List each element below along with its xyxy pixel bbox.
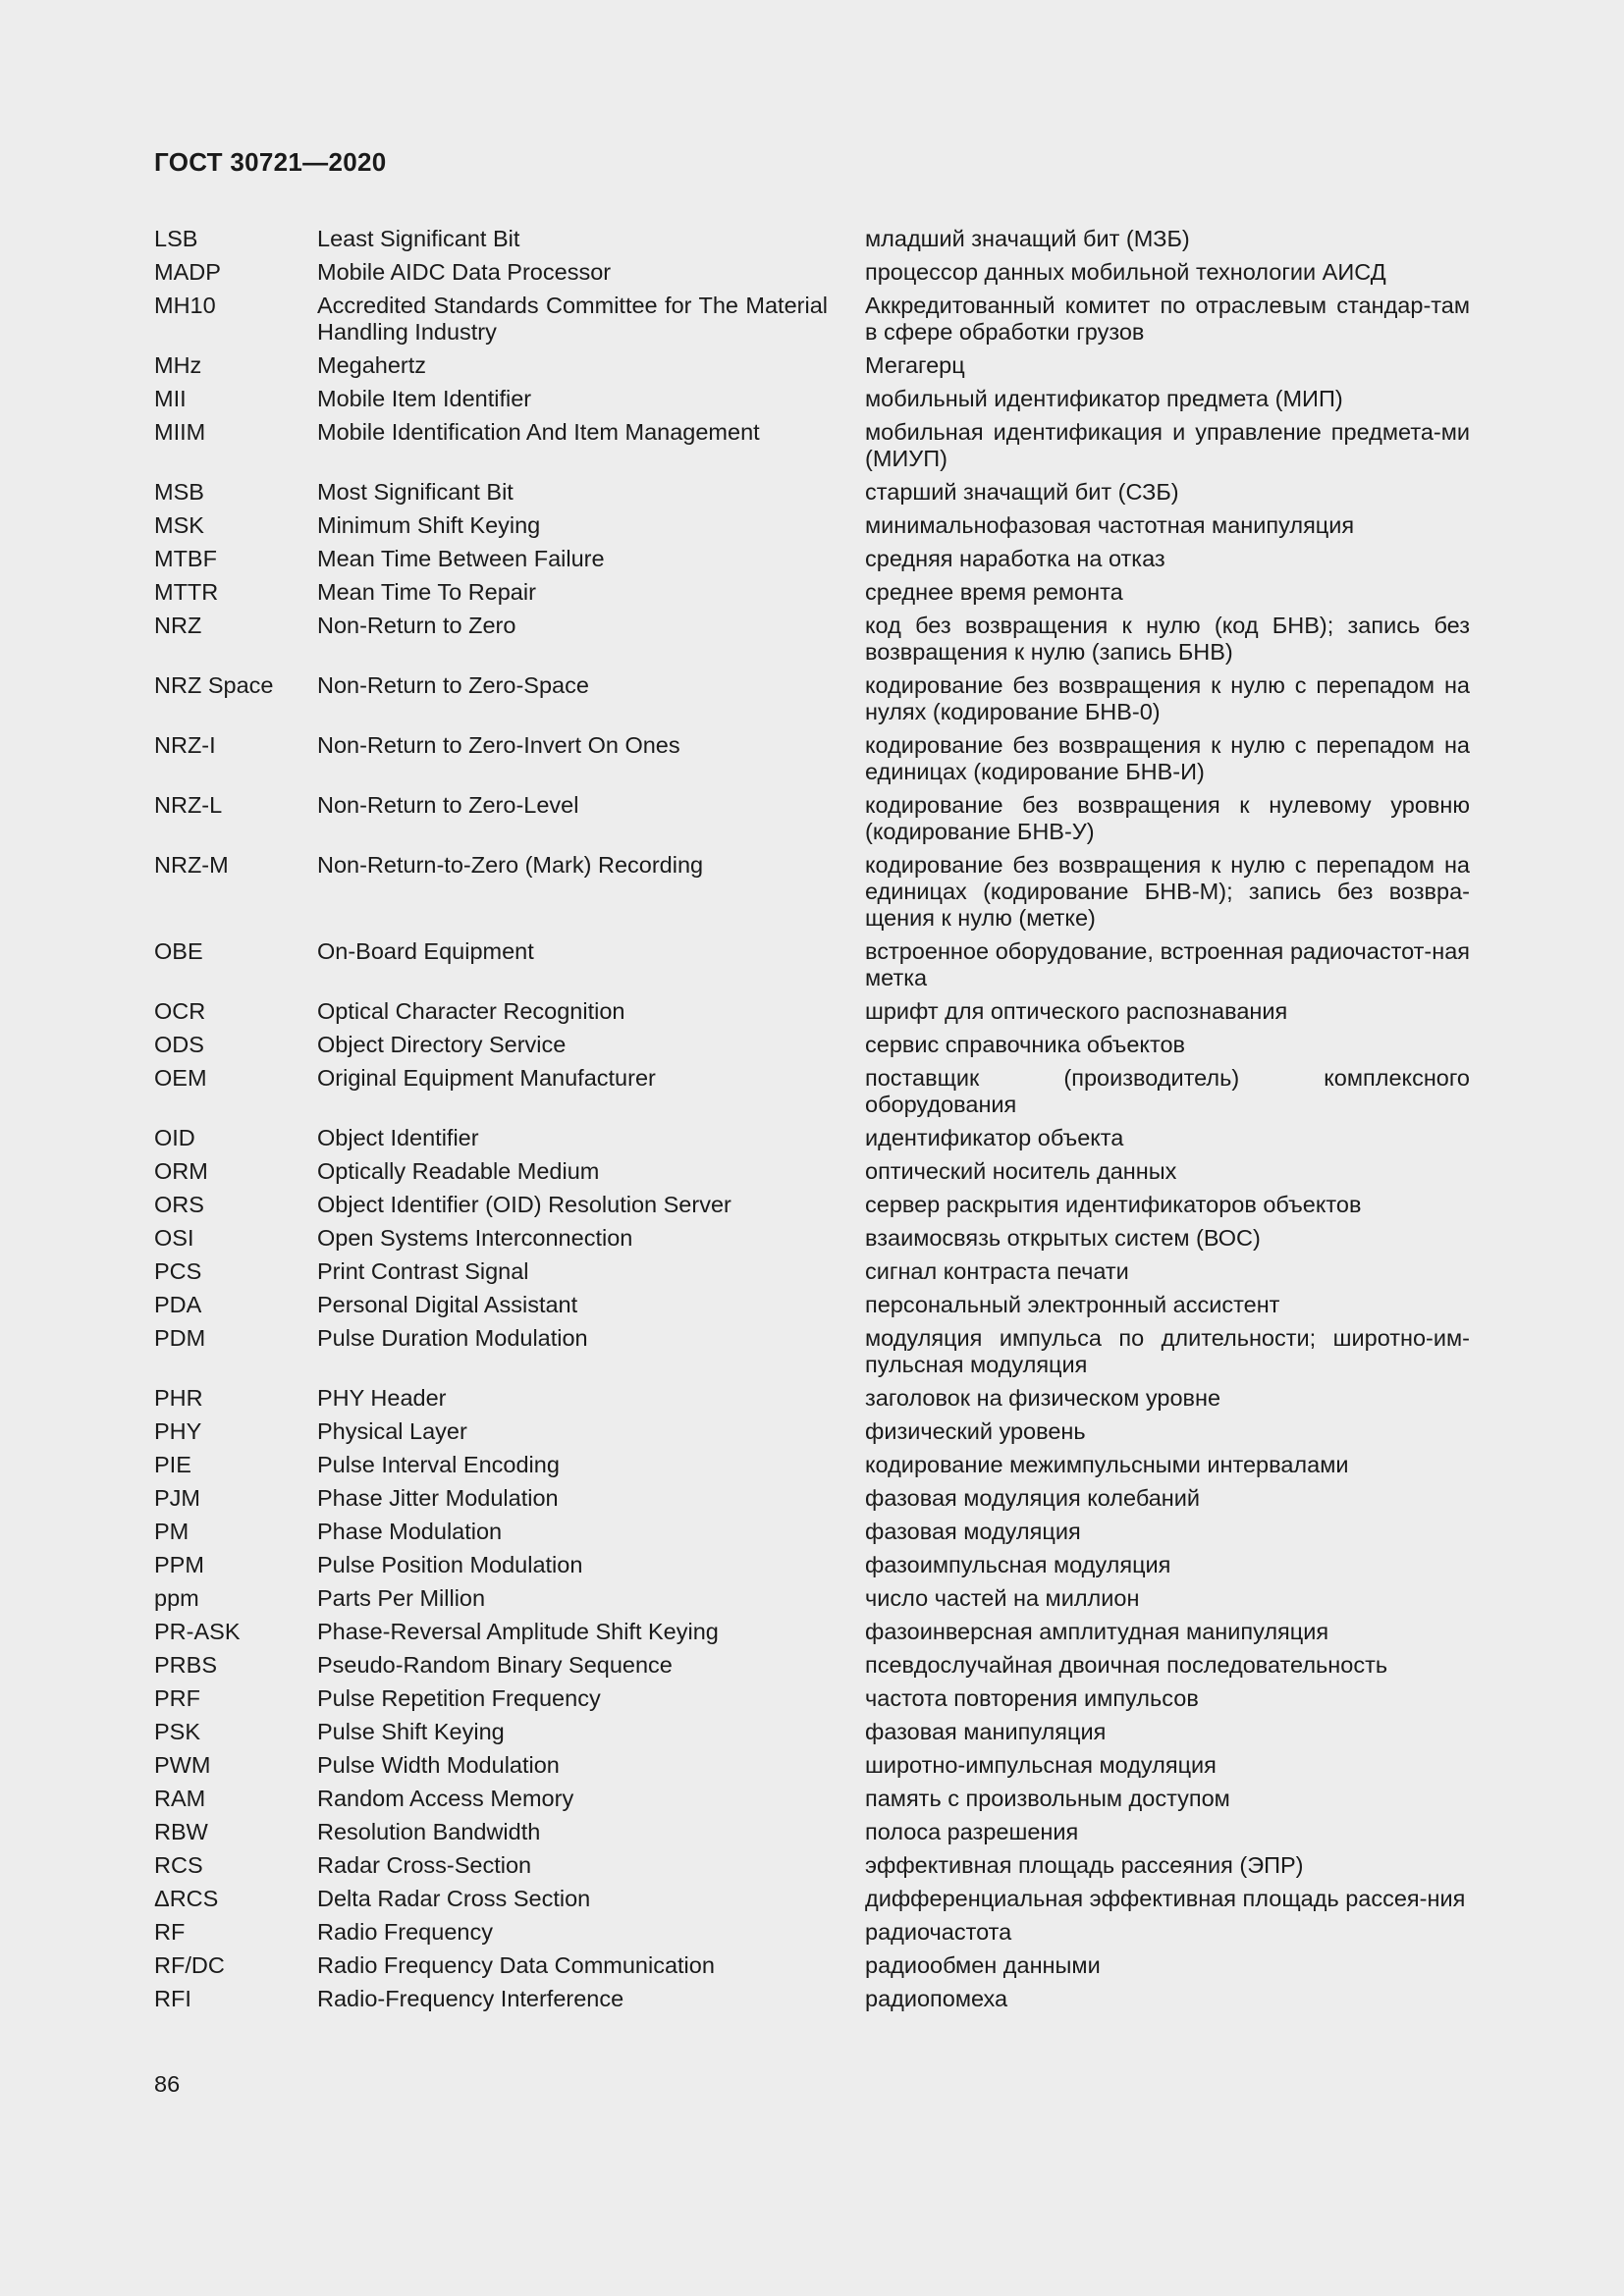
abbreviation: PHR (154, 1385, 203, 1411)
abbreviation: ODS (154, 1032, 204, 1057)
english-term: Original Equipment Manufacturer (317, 1065, 656, 1091)
table-row (154, 852, 1470, 932)
table-row (154, 732, 1470, 785)
abbreviation: PM (154, 1519, 189, 1544)
russian-term: число частей на миллион (865, 1585, 1140, 1611)
abbreviation: MADP (154, 259, 221, 285)
russian-term: псевдослучайная двоичная последовательность (865, 1652, 1388, 1678)
table-row (154, 1752, 1470, 1779)
abbreviation: ORS (154, 1192, 204, 1217)
russian-term: модуляция импульса по длительности; широтно-им-пульсная модуляция (865, 1325, 1470, 1377)
abbreviation: PWM (154, 1752, 211, 1778)
russian-term: фазоимпульсная модуляция (865, 1552, 1171, 1577)
english-term: Pulse Repetition Frequency (317, 1685, 601, 1711)
english-term: Pulse Shift Keying (317, 1719, 505, 1744)
english-term: Object Directory Service (317, 1032, 567, 1057)
english-term: Object Identifier (317, 1125, 479, 1150)
table-row (154, 1819, 1470, 1845)
russian-term: эффективная площадь рассеяния (ЭПР) (865, 1852, 1304, 1878)
russian-term: физический уровень (865, 1418, 1086, 1444)
english-term: Most Significant Bit (317, 479, 514, 505)
english-term: Least Significant Bit (317, 226, 520, 251)
english-term: Radio Frequency (317, 1919, 493, 1945)
russian-term: фазовая манипуляция (865, 1719, 1107, 1744)
english-term: Non-Return to Zero-Space (317, 672, 589, 698)
table-row (154, 1452, 1470, 1478)
english-term: Mobile AIDC Data Processor (317, 259, 612, 285)
page-number: 86 (154, 2071, 181, 2097)
russian-term: сигнал контраста печати (865, 1258, 1129, 1284)
abbreviation: PJM (154, 1485, 200, 1511)
russian-term: код без возвращения к нулю (код БНВ); запись без возвращения к нулю (запись БНВ) (865, 613, 1470, 665)
table-row (154, 1225, 1470, 1252)
table-row (154, 1065, 1470, 1118)
abbreviation: PDM (154, 1325, 206, 1351)
abbreviation: MTBF (154, 546, 217, 571)
russian-term: идентификатор объекта (865, 1125, 1124, 1150)
russian-term: среднее время ремонта (865, 579, 1123, 605)
russian-term: сервер раскрытия идентификаторов объектов (865, 1192, 1362, 1217)
english-term: Personal Digital Assistant (317, 1292, 578, 1317)
english-term: Phase Modulation (317, 1519, 503, 1544)
abbreviation: PSK (154, 1719, 201, 1744)
table-row (154, 259, 1470, 286)
english-term: Radar Cross-Section (317, 1852, 532, 1878)
abbreviation: PRF (154, 1685, 200, 1711)
table-row (154, 792, 1470, 845)
abbreviation: PR-ASK (154, 1619, 241, 1644)
abbreviation: PPM (154, 1552, 204, 1577)
english-term: Print Contrast Signal (317, 1258, 529, 1284)
russian-term: полоса разрешения (865, 1819, 1079, 1844)
english-term: Random Access Memory (317, 1786, 574, 1811)
abbreviation: MTTR (154, 579, 219, 605)
abbreviation: MSB (154, 479, 204, 505)
table-row (154, 479, 1470, 506)
russian-term: кодирование без возвращения к нулю с перепадом на единицах (кодирование БНВ-И) (865, 732, 1470, 784)
russian-term: память с произвольным доступом (865, 1786, 1230, 1811)
table-row (154, 1192, 1470, 1218)
table-row (154, 1719, 1470, 1745)
russian-term: старший значащий бит (СЗБ) (865, 479, 1179, 505)
english-term: Phase-Reversal Amplitude Shift Keying (317, 1619, 719, 1644)
table-row (154, 1519, 1470, 1545)
russian-term: минимальнофазовая частотная манипуляция (865, 512, 1355, 538)
abbreviation: NRZ Space (154, 672, 274, 698)
table-row (154, 998, 1470, 1025)
table-row (154, 1385, 1470, 1412)
russian-term: кодирование без возвращения к нулевому уровню (кодирование БНВ-У) (865, 792, 1470, 844)
abbreviation: OSI (154, 1225, 194, 1251)
table-row (154, 1292, 1470, 1318)
russian-term: фазоинверсная амплитудная манипуляция (865, 1619, 1329, 1644)
english-term: Mobile Item Identifier (317, 386, 532, 411)
table-row (154, 512, 1470, 539)
english-term: Non-Return to Zero-Invert On Ones (317, 732, 680, 758)
russian-term: фазовая модуляция (865, 1519, 1081, 1544)
english-term: Radio-Frequency Interference (317, 1986, 624, 2011)
abbreviation: OCR (154, 998, 206, 1024)
english-term: PHY Header (317, 1385, 447, 1411)
english-term: Radio Frequency Data Communication (317, 1952, 715, 1978)
russian-term: сервис справочника объектов (865, 1032, 1186, 1057)
english-term: Pulse Duration Modulation (317, 1325, 588, 1351)
english-term: Minimum Shift Keying (317, 512, 541, 538)
abbreviation: RBW (154, 1819, 208, 1844)
russian-term: радиочастота (865, 1919, 1012, 1945)
english-term: Mean Time Between Failure (317, 546, 605, 571)
table-row (154, 1952, 1470, 1979)
abbreviation: MIIM (154, 419, 206, 445)
english-term: Non-Return to Zero (317, 613, 516, 638)
abbreviation: NRZ (154, 613, 202, 638)
russian-term: шрифт для оптического распознавания (865, 998, 1288, 1024)
table-row (154, 352, 1470, 379)
abbreviation: PHY (154, 1418, 202, 1444)
table-row (154, 1852, 1470, 1879)
english-term: Pulse Position Modulation (317, 1552, 583, 1577)
russian-term: Аккредитованный комитет по отраслевым стандар-там в сфере обработки грузов (865, 293, 1470, 345)
russian-term: персональный электронный ассистент (865, 1292, 1280, 1317)
abbreviation: NRZ-M (154, 852, 229, 878)
russian-term: широтно-импульсная модуляция (865, 1752, 1217, 1778)
abbreviation: PIE (154, 1452, 191, 1477)
russian-term: поставщик (производитель) комплексного оборудования (865, 1065, 1470, 1117)
english-term: Phase Jitter Modulation (317, 1485, 559, 1511)
russian-term: фазовая модуляция колебаний (865, 1485, 1201, 1511)
abbreviation: OEM (154, 1065, 207, 1091)
abbreviation: LSB (154, 226, 198, 251)
russian-term: оптический носитель данных (865, 1158, 1177, 1184)
russian-term: радиопомеха (865, 1986, 1008, 2011)
english-term: Optically Readable Medium (317, 1158, 600, 1184)
table-row (154, 386, 1470, 412)
table-row (154, 1125, 1470, 1151)
abbreviation: ORM (154, 1158, 208, 1184)
table-row (154, 1418, 1470, 1445)
abbreviation: PDA (154, 1292, 202, 1317)
russian-term: мобильный идентификатор предмета (МИП) (865, 386, 1343, 411)
table-row (154, 1652, 1470, 1679)
russian-term: взаимосвязь открытых систем (ВОС) (865, 1225, 1261, 1251)
abbreviation: OID (154, 1125, 195, 1150)
abbreviation: PCS (154, 1258, 202, 1284)
table-row (154, 546, 1470, 572)
table-row (154, 579, 1470, 606)
english-term: Pseudo-Random Binary Sequence (317, 1652, 673, 1678)
abbreviation: RFI (154, 1986, 191, 2011)
table-row (154, 1552, 1470, 1578)
table-row (154, 293, 1470, 346)
abbreviation: MII (154, 386, 187, 411)
table-row (154, 1786, 1470, 1812)
table-row (154, 226, 1470, 252)
abbreviation: RF (154, 1919, 186, 1945)
table-row (154, 1158, 1470, 1185)
english-term: Delta Radar Cross Section (317, 1886, 591, 1911)
russian-term: заголовок на физическом уровне (865, 1385, 1221, 1411)
english-term: Megahertz (317, 352, 427, 378)
abbreviation: NRZ-I (154, 732, 216, 758)
table-row (154, 1986, 1470, 2012)
table-row (154, 1619, 1470, 1645)
russian-term: мобильная идентификация и управление предмета-ми (МИУП) (865, 419, 1470, 471)
table-row (154, 938, 1470, 991)
abbreviation: ppm (154, 1585, 199, 1611)
table-row (154, 1886, 1470, 1912)
abbreviation: MSK (154, 512, 204, 538)
russian-term: младший значащий бит (МЗБ) (865, 226, 1190, 251)
english-term: Mean Time To Repair (317, 579, 536, 605)
abbreviation: NRZ-L (154, 792, 223, 818)
english-term: Resolution Bandwidth (317, 1819, 541, 1844)
table-row (154, 1919, 1470, 1946)
english-term: Accredited Standards Committee for The Material Handling Industry (317, 293, 828, 345)
table-row (154, 1258, 1470, 1285)
table-row (154, 1685, 1470, 1712)
abbreviation: RF/DC (154, 1952, 225, 1978)
russian-term: радиообмен данными (865, 1952, 1101, 1978)
english-term: Physical Layer (317, 1418, 467, 1444)
abbreviation: MHz (154, 352, 202, 378)
english-term: Non-Return to Zero-Level (317, 792, 579, 818)
russian-term: кодирование без возвращения к нулю с перепадом на нулях (кодирование БНВ-0) (865, 672, 1470, 724)
english-term: Optical Character Recognition (317, 998, 625, 1024)
table-row (154, 1585, 1470, 1612)
abbreviation: OBE (154, 938, 203, 964)
abbreviation: RAM (154, 1786, 206, 1811)
abbreviation: RCS (154, 1852, 203, 1878)
english-term: Parts Per Million (317, 1585, 486, 1611)
table-row (154, 1325, 1470, 1378)
page-title: ГОСТ 30721—2020 (154, 147, 387, 177)
russian-term: процессор данных мобильной технологии АИСД (865, 259, 1386, 285)
table-row (154, 419, 1470, 472)
table-row (154, 1032, 1470, 1058)
english-term: Pulse Width Modulation (317, 1752, 560, 1778)
russian-term: средняя наработка на отказ (865, 546, 1165, 571)
russian-term: дифференциальная эффективная площадь рассея-ния (865, 1886, 1466, 1911)
table-row (154, 672, 1470, 725)
english-term: Mobile Identification And Item Management (317, 419, 760, 445)
russian-term: кодирование без возвращения к нулю с перепадом на единицах (кодирование БНВ-М); запись без возвра-щения к нулю (метке) (865, 852, 1470, 931)
abbreviation-table (154, 226, 1470, 2019)
russian-term: встроенное оборудование, встроенная радиочастот-ная метка (865, 938, 1470, 990)
russian-term: частота повторения импульсов (865, 1685, 1199, 1711)
english-term: Pulse Interval Encoding (317, 1452, 560, 1477)
russian-term: кодирование межимпульсными интервалами (865, 1452, 1349, 1477)
english-term: Non-Return-to-Zero (Mark) Recording (317, 852, 704, 878)
abbreviation: MH10 (154, 293, 216, 318)
english-term: Open Systems Interconnection (317, 1225, 633, 1251)
table-row (154, 613, 1470, 666)
english-term: Object Identifier (OID) Resolution Server (317, 1192, 731, 1217)
russian-term: Мегагерц (865, 352, 965, 378)
abbreviation: PRBS (154, 1652, 217, 1678)
abbreviation: ΔRCS (154, 1886, 219, 1911)
english-term: On-Board Equipment (317, 938, 534, 964)
table-row (154, 1485, 1470, 1512)
